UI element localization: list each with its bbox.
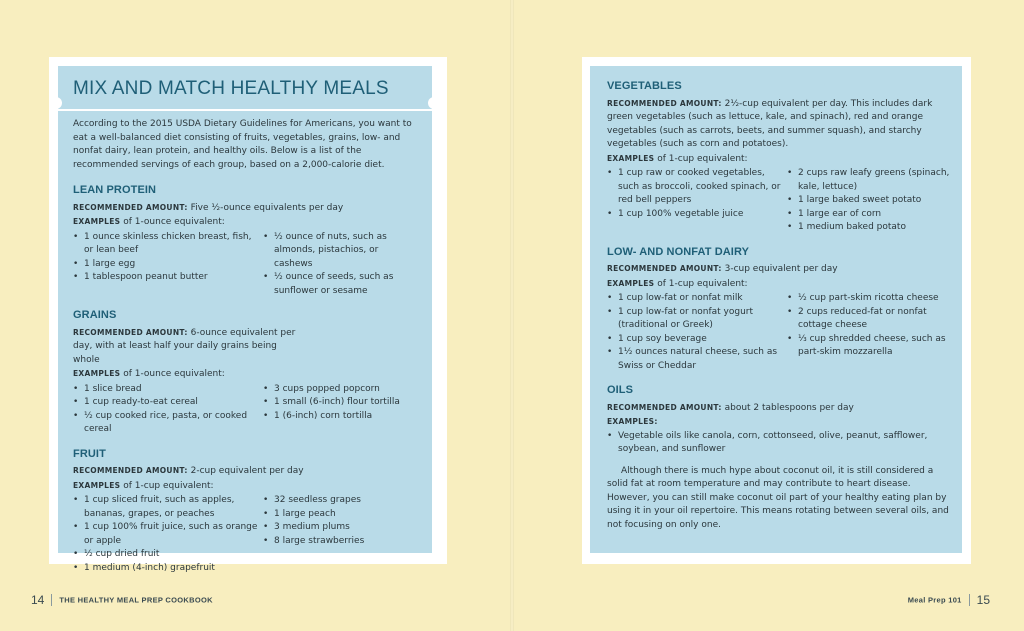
examples-columns: [607, 292, 955, 373]
footer-divider: [51, 594, 52, 606]
recommended-label: RECOMMENDED AMOUNT:: [73, 466, 188, 475]
list-item: • 1 medium (4-inch) grapefruit: [73, 562, 263, 576]
intro-paragraph: According to the 2015 USDA Dietary Guidelines for Americans, you want to eat a well-balanced diet consisting of fruits, vegetables, grains, low- and nonfat dairy, lean protein, and healthy oils. Below is a list of the recommended servings of each group, based on a 2,000-calorie diet.: [73, 119, 412, 170]
recommended-label: RECOMMENDED AMOUNT:: [73, 327, 188, 337]
examples-list-right: [787, 292, 955, 373]
list-item: • 1 cup low-fat or nonfat yogurt (traditional or Greek): [607, 306, 787, 333]
footer-right: [908, 591, 990, 609]
list-item: • 1 medium baked potato: [787, 221, 955, 235]
list-item: • 1 cup 100% vegetable juice: [607, 208, 787, 222]
recommended-amount: [607, 401, 955, 416]
list-item: • ½ ounce of nuts, such as almonds, pistachios, or cashews: [263, 231, 419, 272]
examples-text: of 1-cup equivalent:: [657, 278, 748, 289]
recommended-text: about 2 tablespoons per day: [724, 402, 854, 413]
list-item: • ⅓ cup shredded cheese, such as part-skim mozzarella: [787, 333, 955, 360]
recommended-amount: [73, 464, 419, 479]
list-item: • 1 cup ready-to-eat cereal: [73, 396, 263, 410]
list-item: • 1 cup soy beverage: [607, 333, 787, 347]
list-item: • 3 cups popped popcorn: [263, 383, 419, 397]
section-heading: LOW- AND NONFAT DAIRY: [607, 245, 750, 258]
examples-list-left: [607, 292, 787, 373]
examples-line: [73, 367, 419, 382]
list-item: • 1 small (6-inch) flour tortilla: [263, 396, 419, 410]
section-heading: LEAN PROTEIN: [73, 184, 157, 196]
list-item: • 32 seedless grapes: [263, 494, 419, 508]
examples-columns: [73, 494, 419, 575]
page-number-right: 15: [976, 593, 990, 607]
examples-label: EXAMPLES: [607, 278, 655, 288]
examples-columns: [73, 231, 419, 299]
examples-line: [607, 277, 955, 292]
recommended-amount: [73, 201, 419, 216]
examples-line: [607, 415, 955, 430]
examples-list-right: [263, 494, 419, 575]
list-item: • Vegetable oils like canola, corn, cottonseed, olive, peanut, safflower, soybean, and sunflower: [607, 430, 955, 457]
list-item: • 2 cups raw leafy greens (spinach, kale, lettuce): [787, 167, 955, 194]
examples-label: EXAMPLES: [607, 153, 655, 163]
section-grains: [73, 309, 419, 437]
section-heading: OILS: [607, 384, 634, 396]
list-item: • ½ cup part-skim ricotta cheese: [787, 292, 955, 306]
list-item: • 1 (6-inch) corn tortilla: [263, 410, 419, 424]
section-heading: GRAINS: [73, 309, 117, 321]
recommended-amount: [607, 97, 955, 152]
list-item: • 1 ounce skinless chicken breast, fish, or lean beef: [73, 231, 263, 258]
list-item: • 1 large baked sweet potato: [787, 194, 955, 208]
list-item: • 8 large strawberries: [263, 535, 419, 549]
list-item: • ½ ounce of seeds, such as sunflower or sesame: [263, 271, 419, 298]
examples-list-left: [607, 167, 787, 235]
examples-list-left: [73, 231, 263, 299]
running-head-left: THE HEALTHY MEAL PREP COOKBOOK: [59, 595, 213, 605]
examples-line: [73, 479, 419, 494]
section-dairy: [607, 246, 955, 374]
book-spine: [510, 0, 514, 631]
examples-columns: [607, 167, 955, 235]
footer-left: [31, 591, 213, 609]
footer-divider: [969, 594, 970, 606]
list-item: • 2 cups reduced-fat or nonfat cottage cheese: [787, 306, 955, 333]
list-item: • 1 tablespoon peanut butter: [73, 271, 263, 285]
title-notch-right: [428, 97, 436, 109]
examples-text: of 1-cup equivalent:: [657, 153, 748, 164]
section-fruit: [73, 448, 419, 576]
examples-line: [607, 152, 955, 167]
examples-line: [73, 215, 419, 230]
closing-paragraph: Although there is much hype about coconut oil, it is still considered a solid fat at room temperature and may contribute to heart disease. However, you can still make coconut oil part of your healthy eating plan by using it in your oil repertoire. This means rotating between several oils, and not focusing on only one.: [607, 465, 949, 530]
recommended-label: RECOMMENDED AMOUNT:: [607, 264, 722, 273]
section-heading: VEGETABLES: [607, 80, 682, 92]
examples-list-left: [73, 383, 263, 437]
examples-label: EXAMPLES: [73, 480, 121, 490]
recommended-text: 6-ounce equivalent per day, with at least half your daily grains being whole: [73, 327, 296, 365]
list-item: • 1 cup 100% fruit juice, such as orange or apple: [73, 521, 263, 548]
recommended-label: RECOMMENDED AMOUNT:: [607, 402, 722, 412]
recommended-text: Five ½-ounce equivalents per day: [190, 202, 344, 213]
recommended-amount: [607, 262, 955, 277]
examples-label: EXAMPLES:: [607, 417, 658, 426]
section-lean-protein: [73, 184, 419, 298]
list-item: • 1 cup raw or cooked vegetables, such as broccoli, cooked spinach, or red bell peppers: [607, 167, 787, 208]
section-oils: [607, 384, 955, 532]
list-item: • 1 slice bread: [73, 383, 263, 397]
left-page-content: [73, 118, 419, 586]
page-number-left: 14: [31, 593, 45, 607]
recommended-text: 2½-cup equivalent per day. This includes dark green vegetables (such as lettuce, kale, and spinach), red and orange vegetables (such as carrots, beets, and summer squash), and starchy vegetables (such as corn and potatoes).: [607, 98, 933, 149]
list-item: • 1 cup sliced fruit, such as apples, bananas, grapes, or peaches: [73, 494, 263, 521]
list-item: • 1 large ear of corn: [787, 208, 955, 222]
list-item: • 3 medium plums: [263, 521, 419, 535]
page-title: MIX AND MATCH HEALTHY MEALS: [73, 78, 389, 99]
examples-label: EXAMPLES: [73, 369, 121, 378]
right-page-content: [607, 80, 955, 543]
list-item: • 1 large peach: [263, 508, 419, 522]
section-vegetables: [607, 80, 955, 235]
list-item: • 1 cup low-fat or nonfat milk: [607, 292, 787, 306]
examples-list-right: [787, 167, 955, 235]
examples-text: of 1-ounce equivalent:: [123, 369, 225, 379]
examples-list-right: [263, 383, 419, 437]
recommended-text: 3-cup equivalent per day: [724, 264, 838, 274]
list-item: • ½ cup cooked rice, pasta, or cooked cereal: [73, 410, 263, 437]
examples-label: EXAMPLES: [73, 217, 121, 226]
section-heading: FRUIT: [73, 447, 106, 460]
recommended-label: RECOMMENDED AMOUNT:: [73, 202, 188, 212]
recommended-amount: [73, 326, 303, 368]
examples-list-right: [263, 231, 419, 299]
examples-list-left: [73, 494, 263, 575]
recommended-label: RECOMMENDED AMOUNT:: [607, 98, 722, 108]
examples-text: of 1-ounce equivalent:: [123, 217, 225, 227]
examples-list: [607, 430, 955, 457]
examples-text: of 1-cup equivalent:: [123, 480, 214, 491]
list-item: • 1½ ounces natural cheese, such as Swiss or Cheddar: [607, 346, 787, 373]
running-head-right: Meal Prep 101: [907, 595, 962, 605]
list-item: • 1 large egg: [73, 258, 263, 272]
recommended-text: 2-cup equivalent per day: [190, 466, 304, 476]
examples-columns: [73, 383, 419, 437]
list-item: • ½ cup dried fruit: [73, 548, 263, 562]
